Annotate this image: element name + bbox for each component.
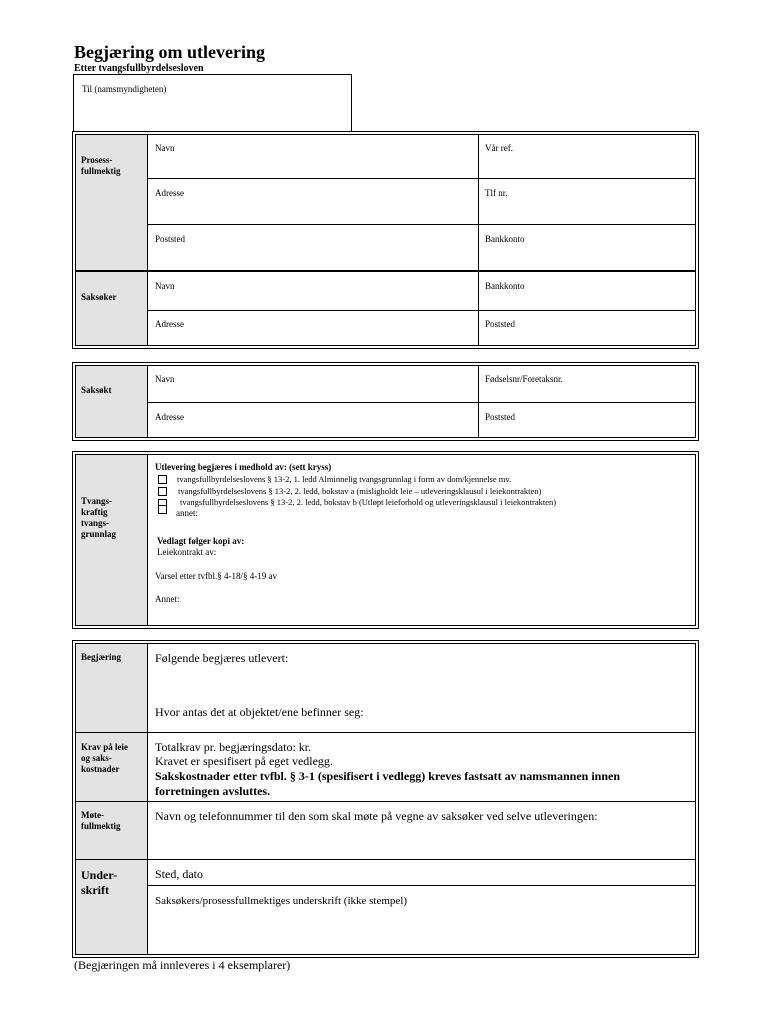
option-checkbox[interactable] [158, 475, 167, 484]
saksokt-poststed-field[interactable]: Poststed [485, 412, 516, 422]
begjaering-sidebar [76, 644, 148, 954]
prosess-navn-field[interactable]: Navn [155, 143, 175, 153]
saksoker-label: Saksøker [81, 292, 117, 302]
tvangsgrunnlag-heading: Utlevering begjæres i medhold av: (sett kryss) [155, 462, 332, 472]
til-namsmyndigheten-field[interactable] [73, 74, 352, 131]
option-checkbox[interactable] [158, 487, 167, 496]
utlevert-field[interactable]: Følgende begjæres utlevert: [155, 651, 289, 665]
saksokt-fodselsnr-field[interactable]: Fødselsnr/Foretaksnr. [485, 374, 563, 384]
totalkrav-field[interactable]: Totalkrav pr. begjæringsdato: kr. [155, 740, 312, 754]
form-title: Begjæring om utlevering [74, 42, 265, 62]
krav-label: Krav på leie og saks- kostnader [81, 742, 128, 774]
saksokt-sidebar [76, 366, 148, 437]
prosess-bankkonto-field[interactable]: Bankkonto [485, 234, 525, 244]
objekt-lokasjon-field[interactable]: Hvor antas det at objektet/ene befinner seg: [155, 705, 364, 719]
motefullmektig-field[interactable]: Navn og telefonnummer til den som skal møte på vegne av saksøker ved selve utleveringen: [155, 809, 598, 823]
divider [76, 732, 696, 733]
divider [148, 402, 696, 403]
tvangsgrunnlag-sidebar [76, 455, 148, 625]
column-divider [478, 135, 479, 345]
underskrift-label: Under- skrift [81, 868, 118, 897]
option-label: tvangsfullbyrdelseslovens § 13-2, 2. ledd, bokstav b (Utløpt leieforhold og utleveringsklausul i leiekontrakten) [180, 497, 557, 507]
divider [148, 178, 696, 179]
tvangsgrunnlag-label: Tvangs- kraftig tvangs- grunnlag [81, 496, 117, 539]
begjaering-label: Begjæring [81, 652, 121, 662]
saksoker-adresse-field[interactable]: Adresse [155, 319, 184, 329]
option-label: annet: [176, 508, 198, 518]
divider [148, 310, 696, 311]
saksokt-navn-field[interactable]: Navn [155, 374, 175, 384]
footer-note: (Begjæringen må innleveres i 4 eksemplarer) [74, 958, 291, 972]
prosess-adresse-field[interactable]: Adresse [155, 188, 184, 198]
divider [148, 885, 696, 886]
prosess-poststed-field[interactable]: Poststed [155, 234, 186, 244]
option-checkbox[interactable] [158, 505, 167, 514]
begjaering-inner-frame [75, 643, 696, 955]
annet-field[interactable]: Annet: [155, 594, 180, 604]
parties-divider [76, 270, 696, 272]
saksokt-label: Saksøkt [81, 385, 112, 395]
prosess-tlf-field[interactable]: Tlf nr. [485, 188, 508, 198]
saksoker-bankkonto-field[interactable]: Bankkonto [485, 281, 525, 291]
saksokt-adresse-field[interactable]: Adresse [155, 412, 184, 422]
saksoker-navn-field[interactable]: Navn [155, 281, 175, 291]
form-subtitle: Etter tvangsfullbyrdelsesloven [74, 63, 204, 74]
mote-label: Møte- fullmektig [81, 810, 121, 831]
sakskostnader-text: Sakskostnader etter tvfbl. § 3-1 (spesifisert i vedlegg) kreves fastsatt av namsmannen innen forretningen avsluttes. [155, 769, 620, 798]
option-label: tvangsfullbyrdelseslovens § 13-2, 1. ledd Alminnelig tvangsgrunnlag i form av dom/kjennelse mv. [177, 474, 512, 484]
sted-dato-field[interactable]: Sted, dato [155, 867, 203, 881]
divider [76, 859, 696, 860]
varsel-field[interactable]: Varsel etter tvfbl.§ 4-18/§ 4-19 av [155, 571, 277, 581]
divider [148, 224, 696, 225]
divider [76, 801, 696, 802]
vedlagt-heading: Vedlagt følger kopi av: [157, 536, 245, 546]
prosess-var-ref-field[interactable]: Vår ref. [485, 143, 513, 153]
option-label: tvangsfullbyrdelseslovens § 13-2, 2. ledd, bokstav a (misligholdt leie – utleveringsklausul i leiekontrakten) [178, 486, 542, 496]
column-divider [478, 366, 479, 437]
til-namsmyndigheten-label: Til (namsmyndigheten) [82, 84, 167, 94]
signatur-field[interactable]: Saksøkers/prosessfullmektiges underskrift (ikke stempel) [155, 895, 408, 907]
kravet-spesifisert-text: Kravet er spesifisert på eget vedlegg. [155, 754, 333, 768]
prosessfullmektig-label: Prosess- fullmektig [81, 155, 121, 176]
saksoker-poststed-field[interactable]: Poststed [485, 319, 516, 329]
leiekontrakt-field[interactable]: Leiekontrakt av: [157, 547, 217, 557]
